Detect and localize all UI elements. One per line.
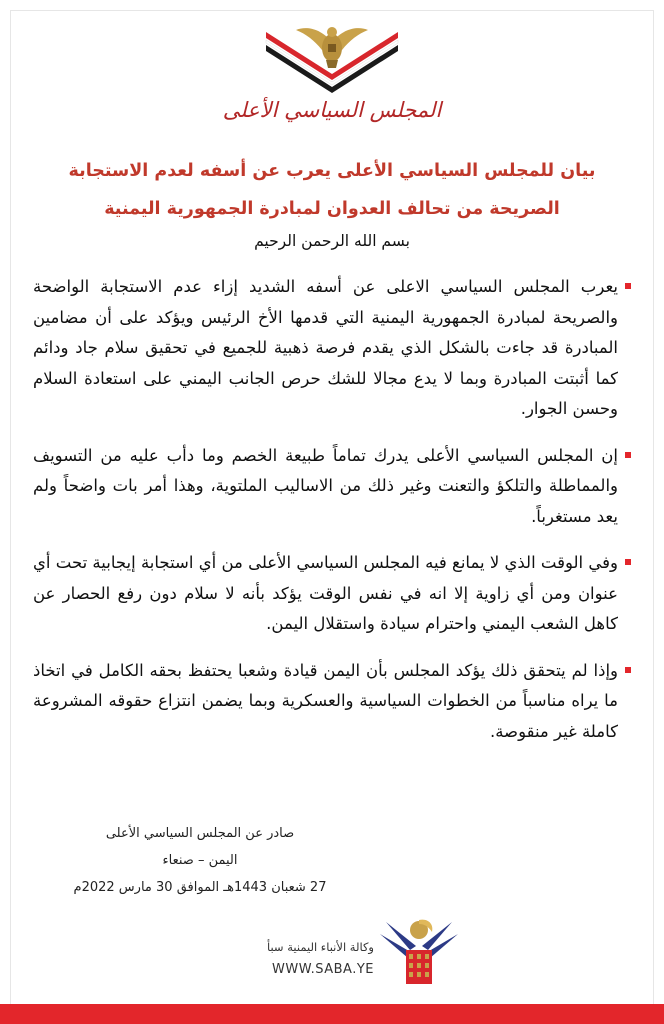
eagle-emblem-icon [262,22,402,96]
agency-url[interactable]: WWW.SABA.YE [272,962,374,977]
signature-date: 27 شعبان 1443هـ الموافق 30 مارس 2022م [73,880,327,895]
square-bullet-icon [625,283,631,289]
agency-name: وكالة الأنباء اليمنية سبأ [266,940,374,954]
paragraph [33,272,631,425]
square-bullet-icon [625,667,631,673]
council-logo [0,22,664,96]
paragraph-text: وفي الوقت الذي لا يمانع فيه المجلس السياسي الأعلى من أي استجابة إيجابية تحت أي عنوان ومن أي زاوية إلا انه في نفس الوقت يؤكد بأنه لا سلام دون رفع الحصار عن كاهل الشعب اليمني واحترام سيادة واستقلال اليمن. [33,553,618,633]
signature-location: اليمن – صنعاء [162,853,238,868]
saba-logo-icon [376,910,462,990]
statement-body [33,272,631,763]
square-bullet-icon [625,452,631,458]
paragraph-text: إن المجلس السياسي الأعلى يدرك تماماً طبيعة الخصم وما دأب عليه من التسويف والمماطلة والتلكؤ والتعنت وغير ذلك من الاساليب الملتوية، وهذا أمر بات واضحاً ولم يعد مستغرباً. [33,445,618,526]
paragraph [33,441,631,533]
paragraph [33,548,631,640]
square-bullet-icon [625,559,631,565]
paragraph-text: وإذا لم يتحقق ذلك يؤكد المجلس بأن اليمن قيادة وشعبا يحتفظ بحقه الكامل في اتخاذ ما يراه مناسباً من الخطوات السياسية والعسكرية وبما يضمن انتزاع حقوقه المشروعة كاملة غير منقوصة. [33,660,618,741]
bottom-red-bar [0,1004,664,1024]
signature-block [0,820,400,901]
signature-issuer: صادر عن المجلس السياسي الأعلى [105,826,295,841]
basmala: بسم الله الرحمن الرحيم [254,232,410,250]
paragraph [33,656,631,748]
statement-headline: بيان للمجلس السياسي الأعلى يعرب عن أسفه لعدم الاستجابة الصريحة من تحالف العدوان لمبادرة الجمهورية اليمنية [68,161,596,219]
saba-footer [240,910,470,990]
paragraph-text: يعرب المجلس السياسي الاعلى عن أسفه الشديد إزاء عدم الاستجابة الواضحة والصريحة لمبادرة الجمهورية اليمنية التي قدمها الأخ الرئيس ويؤكد على أن مضامين المبادرة قد جاءت بالشكل الذي يقدم فرصة ذهبية للجميع في تحقيق سلام جاد ودائم كما أثبتت المبادرة وبما لا يدع مجالا للشك حرص الجانب اليمني على استعادة السلام وحسن الجوار. [33,277,618,418]
council-name: المجلس السياسي الأعلى [222,98,442,122]
